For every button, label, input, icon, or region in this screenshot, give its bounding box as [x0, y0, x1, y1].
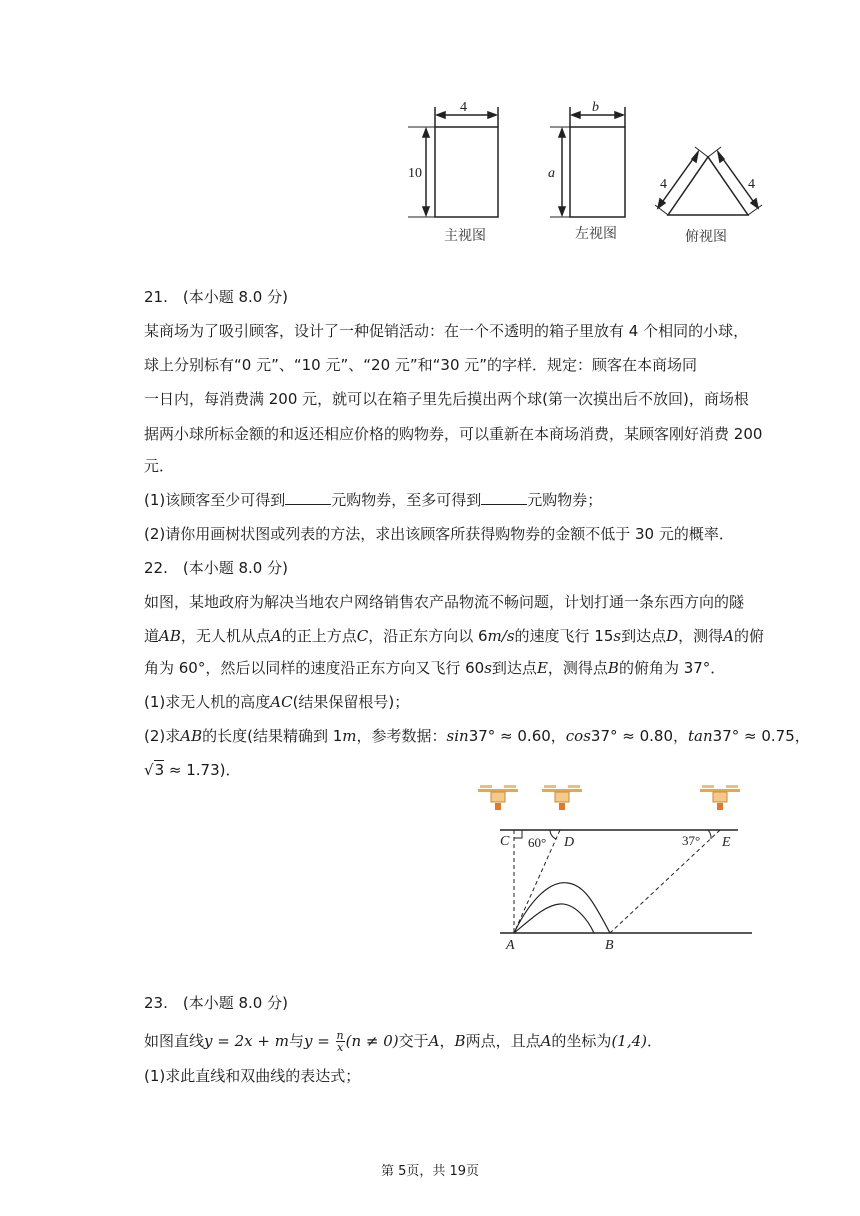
text: 的速度飞行 15: [514, 627, 614, 645]
text: ，测得点: [547, 659, 608, 677]
math-sin: sin: [446, 727, 469, 745]
text: 37° ≈ 0.75，: [712, 727, 810, 745]
math-a: A: [723, 627, 734, 645]
math-a: A: [428, 1032, 440, 1050]
q22-line-2: [144, 626, 764, 646]
text: 的长度(结果精确到 1: [202, 727, 343, 745]
left-view: [550, 107, 625, 217]
math-a: A: [270, 627, 282, 645]
text: 角为 60°，然后以同样的速度沿正东方向又飞行 60: [144, 659, 485, 677]
text: 与: [288, 1032, 304, 1050]
math-d: D: [666, 627, 679, 645]
text: ，无人机从点: [180, 627, 271, 645]
math-tan: tan: [688, 727, 713, 745]
text: (1)求无人机的高度: [144, 693, 271, 711]
text: (2)求: [144, 727, 181, 745]
point-b-label: B: [605, 938, 614, 953]
angle-60-label: 60°: [528, 835, 547, 850]
text: 道: [144, 627, 160, 645]
text: 如图直线: [144, 1032, 205, 1050]
drone-icon: [478, 785, 518, 810]
left-width-label: b: [592, 100, 599, 115]
front-height-label: 10: [408, 166, 422, 181]
q21-part1-text-c: 元购物券；: [527, 491, 603, 509]
math-unit: m/s: [487, 627, 515, 645]
drone-icon: [700, 785, 740, 810]
math-ac: AC: [270, 693, 293, 711]
text: 的俯: [734, 627, 765, 645]
three-views-figure: [400, 95, 770, 255]
text: ．: [647, 1032, 663, 1050]
math-cos: cos: [565, 727, 591, 745]
text: 的正上方点: [281, 627, 357, 645]
answer-blank-min[interactable]: [285, 490, 331, 505]
q23-heading: 23. (本小题 8.0 分): [144, 994, 288, 1012]
math-b: B: [607, 659, 619, 677]
angle-arc-60: [550, 830, 556, 839]
text: ，参考数据：: [356, 727, 447, 745]
equation-line: y = 2x + m: [204, 1032, 289, 1050]
angle-arc-37: [708, 830, 711, 839]
point-e-label: E: [722, 835, 731, 850]
drone-icon: [542, 785, 582, 810]
top-left-label: 4: [660, 177, 667, 192]
q21-part-1: [144, 490, 602, 510]
text: 交于: [398, 1032, 429, 1050]
front-view-caption: 主视图: [444, 228, 486, 244]
q23-part-1: (1)求此直线和双曲线的表达式；: [144, 1067, 361, 1085]
fraction: [336, 1030, 345, 1053]
q22-part-1: [144, 692, 409, 712]
q22-heading: 22. (本小题 8.0 分): [144, 559, 288, 577]
drone-figure-svg: [470, 780, 760, 960]
left-height-label: a: [548, 166, 555, 181]
angle-37-label: 37°: [682, 833, 701, 848]
math-coordinate: (1,4): [611, 1032, 647, 1050]
text: ，: [439, 1032, 455, 1050]
math-s: s: [484, 659, 492, 677]
tunnel-outline: [514, 904, 594, 933]
q21-line-3: 一日内，每消费满 200 元，就可以在箱子里先后摸出两个球(第一次摸出后不放回)，商场根: [144, 390, 749, 408]
text: 到达点: [621, 627, 667, 645]
q23-line-1: [144, 1030, 662, 1053]
top-view: [655, 147, 762, 215]
sqrt-sign-icon: √: [144, 761, 154, 779]
text: 37° ≈ 0.80，: [590, 727, 689, 745]
eb-dashed-line: [610, 830, 720, 933]
sqrt-radicand: 3: [154, 761, 165, 779]
right-angle-mark: [514, 830, 522, 838]
text: ≈ 1.73)．: [164, 761, 241, 779]
mountain-outline: [514, 883, 610, 933]
math-ab: AB: [159, 627, 181, 645]
text: ，测得: [678, 627, 724, 645]
text: 37° ≈ 0.60，: [468, 727, 566, 745]
top-view-caption: 俯视图: [685, 229, 727, 245]
top-right-label: 4: [748, 177, 755, 192]
point-d-label: D: [564, 835, 575, 850]
math-e: E: [536, 659, 548, 677]
math-ab: AB: [180, 727, 203, 745]
q22-part-2: [144, 726, 810, 746]
q21-line-1: 某商场为了吸引顾客，设计了一种促销活动：在一个不透明的箱子里放有 4 个相同的小球，: [144, 322, 749, 340]
text: ，沿正东方向以 6: [368, 627, 488, 645]
math-b: B: [454, 1032, 466, 1050]
math-c: C: [356, 627, 369, 645]
q21-line-4: 据两小球所标金额的和返还相应价格的购物券，可以重新在本商场消费，某顾客刚好消费 200: [144, 425, 763, 443]
fraction-numerator: n: [336, 1029, 344, 1042]
text: 到达点: [491, 659, 537, 677]
front-width-label: 4: [460, 100, 467, 115]
text: (结果保留根号)；: [292, 693, 410, 711]
equation-hyperbola-lhs: y =: [303, 1032, 335, 1050]
fraction-denominator: x: [336, 1041, 344, 1054]
page-footer: 第 5页，共 19页: [380, 1164, 480, 1179]
q22-line-1: 如图，某地政府为解决当地农户网络销售农产品物流不畅问题，计划打通一条东西方向的隧: [144, 593, 745, 611]
left-view-caption: 左视图: [575, 226, 617, 242]
math-s: s: [613, 627, 622, 645]
q22-line-3: [144, 658, 725, 678]
front-view: [408, 107, 498, 217]
q21-part1-text-b: 元购物券，至多可得到: [331, 491, 482, 509]
q21-part-2: (2)请你用画树状图或列表的方法，求出该顾客所获得购物券的金额不低于 30 元的概率．: [144, 525, 734, 543]
math-a: A: [540, 1032, 552, 1050]
q21-line-2: 球上分别标有“0 元”、“10 元”、“20 元”和“30 元”的字样．规定：顾客在本商场同: [144, 356, 698, 374]
q22-part-2-cont: [144, 760, 240, 780]
equation-hyperbola-condition: (n ≠ 0): [345, 1032, 399, 1050]
q21-part1-text-a: (1)该顾客至少可得到: [144, 491, 286, 509]
answer-blank-max[interactable]: [481, 490, 527, 505]
point-c-label: C: [500, 834, 510, 849]
math-m: m: [342, 727, 357, 745]
q21-line-5: 元．: [144, 457, 175, 475]
three-views-svg: [400, 95, 770, 255]
drone-figure: [470, 780, 760, 960]
q21-heading: 21. (本小题 8.0 分): [144, 288, 288, 306]
text: 的俯角为 37°．: [618, 659, 726, 677]
point-a-label: A: [506, 938, 515, 953]
text: 的坐标为: [551, 1032, 612, 1050]
text: 两点，且点: [465, 1032, 541, 1050]
